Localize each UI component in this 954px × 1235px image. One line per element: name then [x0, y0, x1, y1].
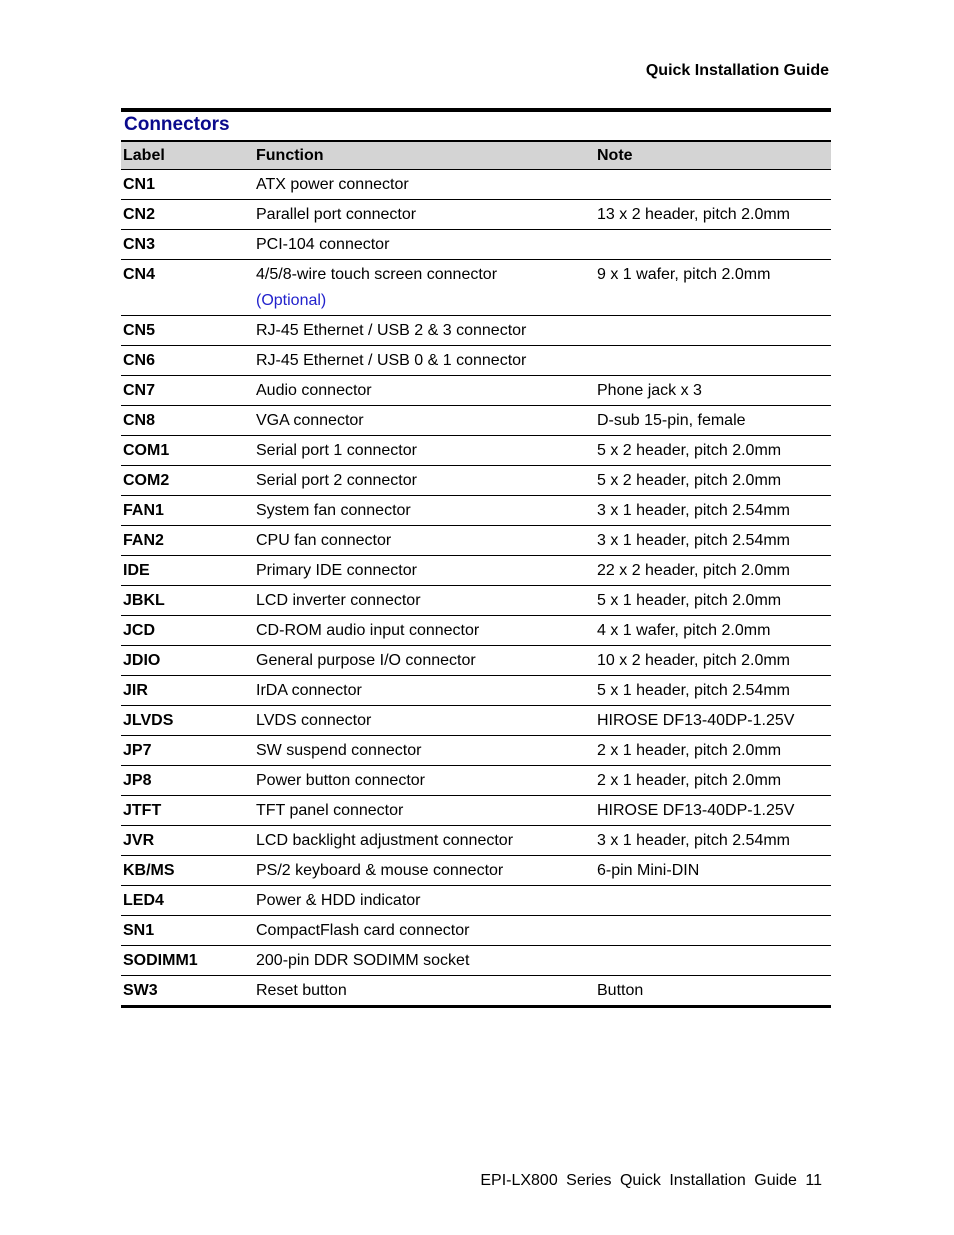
cell-note — [595, 316, 831, 321]
cell-function — [254, 200, 595, 225]
table-row — [121, 736, 831, 766]
table-body — [121, 170, 831, 1008]
cell-note: D-sub 15-pin, female — [597, 412, 746, 429]
table-row — [121, 586, 831, 616]
function-text: CD-ROM audio input connector — [256, 622, 480, 639]
function-text: LCD inverter connector — [256, 592, 421, 609]
table-row — [121, 436, 831, 466]
cell-label: JTFT — [123, 802, 162, 819]
cell-note: 2 x 1 header, pitch 2.0mm — [597, 742, 782, 759]
cell-note — [595, 886, 831, 891]
cell-function — [254, 170, 595, 195]
cell-note: HIROSE DF13-40DP-1.25V — [597, 802, 795, 819]
table-row — [121, 230, 831, 260]
cell-label: SW3 — [123, 982, 158, 999]
cell-function — [254, 946, 595, 971]
function-text: TFT panel connector — [256, 802, 404, 819]
function-text: Parallel port connector — [256, 206, 417, 223]
function-text: CPU fan connector — [256, 532, 392, 549]
cell-label: CN5 — [123, 322, 156, 339]
function-text: Primary IDE connector — [256, 562, 417, 579]
page-footer: EPI-LX800 Series Quick Installation Guide 11 — [480, 1172, 822, 1189]
cell-function — [254, 676, 595, 701]
cell-note: 5 x 2 header, pitch 2.0mm — [597, 472, 782, 489]
cell-note: 5 x 1 header, pitch 2.0mm — [597, 592, 782, 609]
function-text: 200-pin DDR SODIMM socket — [256, 952, 470, 969]
cell-note — [595, 230, 831, 235]
column-header-function: Function — [256, 146, 324, 164]
cell-label: CN2 — [123, 206, 156, 223]
function-text: IrDA connector — [256, 682, 362, 699]
cell-label: FAN2 — [123, 532, 164, 549]
cell-function — [254, 856, 595, 881]
table-row — [121, 826, 831, 856]
cell-label: JDIO — [123, 652, 161, 669]
cell-note: 5 x 2 header, pitch 2.0mm — [597, 442, 782, 459]
table-row — [121, 766, 831, 796]
cell-label: JLVDS — [123, 712, 174, 729]
cell-label: JP7 — [123, 742, 152, 759]
cell-label: IDE — [123, 562, 150, 579]
function-text: Power button connector — [256, 772, 425, 789]
cell-note — [595, 916, 831, 921]
table-row — [121, 526, 831, 556]
cell-label: CN3 — [123, 236, 156, 253]
cell-note: 9 x 1 wafer, pitch 2.0mm — [597, 266, 771, 283]
cell-function — [254, 796, 595, 821]
cell-note: 3 x 1 header, pitch 2.54mm — [597, 532, 790, 549]
cell-function — [254, 230, 595, 255]
cell-function — [254, 406, 595, 431]
table-row — [121, 916, 831, 946]
cell-label: JIR — [123, 682, 148, 699]
cell-function — [254, 976, 595, 1001]
function-text: LVDS connector — [256, 712, 372, 729]
cell-note: 5 x 1 header, pitch 2.54mm — [597, 682, 790, 699]
cell-function — [254, 556, 595, 581]
cell-note: 3 x 1 header, pitch 2.54mm — [597, 832, 790, 849]
cell-label: SN1 — [123, 922, 155, 939]
column-header-label: Label — [123, 146, 165, 164]
table-row — [121, 676, 831, 706]
table-row — [121, 170, 831, 200]
table-header-row — [121, 142, 831, 170]
cell-note: 2 x 1 header, pitch 2.0mm — [597, 772, 782, 789]
function-text: LCD backlight adjustment connector — [256, 832, 514, 849]
cell-label: SODIMM1 — [123, 952, 198, 969]
cell-label: FAN1 — [123, 502, 164, 519]
cell-function — [254, 496, 595, 521]
table-row — [121, 496, 831, 526]
cell-label: JVR — [123, 832, 155, 849]
cell-note: 22 x 2 header, pitch 2.0mm — [597, 562, 790, 579]
cell-function — [254, 826, 595, 851]
function-text: PS/2 keyboard & mouse connector — [256, 862, 504, 879]
table-row — [121, 200, 831, 230]
table-row — [121, 616, 831, 646]
table-row — [121, 556, 831, 586]
cell-function — [254, 646, 595, 671]
cell-note — [595, 170, 831, 175]
section-title: Connectors — [124, 114, 230, 135]
function-text: Serial port 2 connector — [256, 472, 417, 489]
cell-label: KB/MS — [123, 862, 175, 879]
cell-function — [254, 886, 595, 911]
cell-label: CN1 — [123, 176, 156, 193]
function-text: VGA connector — [256, 412, 364, 429]
cell-note: 6-pin Mini-DIN — [597, 862, 700, 879]
cell-function — [254, 346, 595, 371]
cell-note: Phone jack x 3 — [597, 382, 702, 399]
cell-function — [254, 586, 595, 611]
function-text: System fan connector — [256, 502, 411, 519]
function-text: CompactFlash card connector — [256, 922, 470, 939]
function-text: RJ-45 Ethernet / USB 0 & 1 connector — [256, 352, 527, 369]
cell-label: JCD — [123, 622, 156, 639]
cell-label: COM2 — [123, 472, 170, 489]
table-row — [121, 316, 831, 346]
cell-function — [254, 316, 595, 341]
cell-function — [254, 260, 595, 311]
table-row — [121, 260, 831, 316]
table-row — [121, 856, 831, 886]
function-text: SW suspend connector — [256, 742, 422, 759]
table-row — [121, 406, 831, 436]
cell-label: LED4 — [123, 892, 164, 909]
cell-label: COM1 — [123, 442, 170, 459]
cell-function — [254, 766, 595, 791]
table-row — [121, 706, 831, 736]
cell-function — [254, 706, 595, 731]
function-text: PCI-104 connector — [256, 236, 390, 253]
function-text: 4/5/8-wire touch screen connector — [256, 266, 498, 283]
cell-function — [254, 526, 595, 551]
table-row — [121, 886, 831, 916]
cell-label: JBKL — [123, 592, 165, 609]
page-header-title: Quick Installation Guide — [645, 62, 829, 79]
function-text: RJ-45 Ethernet / USB 2 & 3 connector — [256, 322, 527, 339]
top-rule — [121, 108, 831, 112]
function-text: Serial port 1 connector — [256, 442, 417, 459]
cell-label: CN6 — [123, 352, 156, 369]
cell-note — [595, 946, 831, 951]
cell-function — [254, 616, 595, 641]
table-row — [121, 466, 831, 496]
cell-note — [595, 346, 831, 351]
cell-label: CN8 — [123, 412, 156, 429]
cell-note: 3 x 1 header, pitch 2.54mm — [597, 502, 790, 519]
table-row — [121, 376, 831, 406]
cell-note: 10 x 2 header, pitch 2.0mm — [597, 652, 790, 669]
cell-label: CN4 — [123, 266, 156, 283]
function-text: General purpose I/O connector — [256, 652, 476, 669]
cell-label: CN7 — [123, 382, 156, 399]
cell-label: JP8 — [123, 772, 152, 789]
cell-function — [254, 436, 595, 461]
cell-note: HIROSE DF13-40DP-1.25V — [597, 712, 795, 729]
connectors-table — [121, 140, 831, 1008]
function-text: Power & HDD indicator — [256, 892, 421, 909]
cell-function — [254, 376, 595, 401]
cell-function — [254, 736, 595, 761]
function-text: Reset button — [256, 982, 347, 999]
table-row — [121, 976, 831, 1008]
function-optional-note: (Optional) — [256, 292, 327, 309]
table-row — [121, 946, 831, 976]
cell-note: 4 x 1 wafer, pitch 2.0mm — [597, 622, 771, 639]
cell-function — [254, 466, 595, 491]
column-header-note: Note — [597, 146, 633, 164]
cell-note: 13 x 2 header, pitch 2.0mm — [597, 206, 790, 223]
table-row — [121, 646, 831, 676]
cell-function — [254, 916, 595, 941]
function-text: ATX power connector — [256, 176, 409, 193]
table-row — [121, 796, 831, 826]
table-row — [121, 346, 831, 376]
function-text: Audio connector — [256, 382, 372, 399]
cell-note: Button — [597, 982, 644, 999]
